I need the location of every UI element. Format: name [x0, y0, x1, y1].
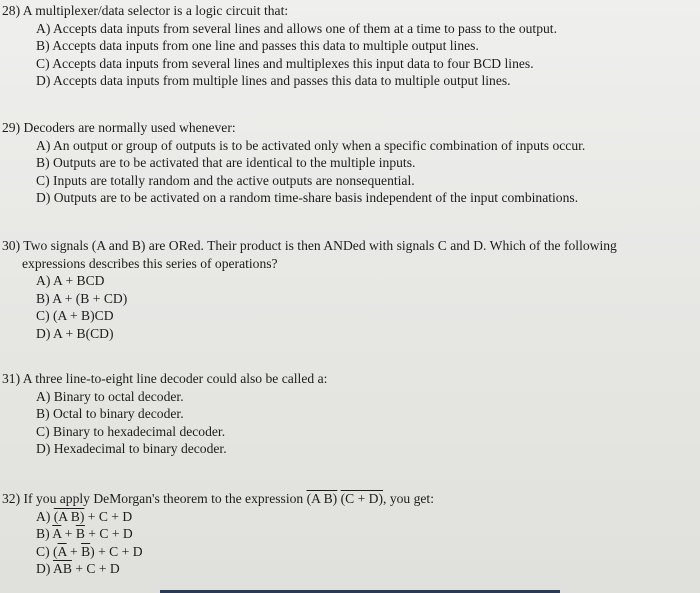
option-c: C) Binary to hexadecimal decoder. — [36, 423, 226, 439]
option-b: B) A + (B + CD) — [36, 290, 128, 306]
question-stem: 29) Decoders are normally used whenever: — [2, 120, 236, 135]
overlined-term: (A B) — [53, 508, 85, 524]
option-label: C) — [36, 543, 50, 559]
overlined-term: $\overline{A}$ — [52, 526, 62, 542]
option-d: D) A + B(CD) — [36, 325, 114, 341]
expression-term-ab: (A B) — [306, 491, 338, 506]
plus-sign: + — [70, 543, 78, 559]
option-rest: + C + D — [87, 508, 133, 524]
question-stem: 28) A multiplexer/data selector is a logic circuit that: — [2, 3, 289, 18]
stem-suffix: , you get: — [383, 491, 434, 506]
question-stem — [0, 490, 700, 508]
question-30 — [0, 237, 700, 342]
option-rest: + C + D — [98, 543, 143, 559]
option-d: D) Outputs are to be activated on a random time-share basis independent of the input combinations. — [36, 190, 579, 206]
option-c: C) Inputs are totally random and the active outputs are nonsequential. — [36, 172, 415, 188]
option-list — [0, 508, 700, 578]
option-c: C) Accepts data inputs from several lines and multiplexes this input data to four BCD lines. — [36, 55, 534, 71]
option-d — [0, 560, 700, 578]
plus-sign: + — [64, 526, 73, 542]
question-29 — [0, 119, 700, 207]
option-list — [0, 20, 700, 90]
stem-prefix: 32) If you apply DeMorgan's theorem to the expression — [2, 491, 304, 506]
option-rest: + C + D — [75, 561, 120, 577]
option-label: A) — [36, 508, 51, 524]
option-b: B) Octal to binary decoder. — [36, 406, 184, 422]
overlined-term: $\overline{AB}$ — [53, 561, 72, 577]
option-b — [0, 525, 700, 543]
open-paren: ( — [53, 543, 58, 559]
option-a: A) A + BCD — [36, 273, 105, 288]
overlined-term: $\overline{B}$ — [75, 526, 85, 542]
question-28 — [0, 2, 700, 90]
option-d: D) Accepts data inputs from multiple lines and passes this data to multiple output lines. — [36, 73, 511, 89]
option-label: D) — [36, 561, 51, 577]
option-c — [0, 543, 700, 561]
option-a — [0, 508, 700, 526]
question-stem — [0, 237, 700, 272]
option-a: A) Binary to octal decoder. — [36, 388, 184, 404]
question-stem-line-2: expressions describes this series of operations? — [22, 255, 278, 271]
overlined-term: $\overline{B}$ — [81, 543, 91, 559]
option-a: A) An output or group of outputs is to be activated only when a specific combination of inputs occur. — [36, 137, 586, 153]
question-stem-line-1: 30) Two signals (A and B) are ORed. Their product is then ANDed with signals C and D. Which of the following — [2, 238, 617, 253]
option-d: D) Hexadecimal to binary decoder. — [36, 441, 227, 457]
question-32 — [0, 490, 700, 578]
option-label: B) — [36, 526, 50, 542]
option-c: C) (A + B)CD — [36, 308, 114, 324]
option-rest: + C + D — [88, 526, 133, 542]
option-list — [0, 137, 700, 207]
question-31 — [0, 370, 700, 458]
question-stem: 31) A three line-to-eight line decoder could also be called a: — [2, 371, 328, 386]
option-b: B) Outputs are to be activated that are identical to the multiple inputs. — [36, 155, 416, 171]
option-b: B) Accepts data inputs from one line and passes this data to multiple output lines. — [36, 38, 479, 54]
option-list — [0, 272, 700, 342]
option-list — [0, 388, 700, 458]
option-a: A) Accepts data inputs from several lines and allows one of them at a time to pass to the output. — [36, 20, 557, 36]
close-paren: ) — [90, 543, 95, 559]
overlined-term: $\overline{A}$ — [57, 543, 67, 559]
expression-term-cd: (C + D) — [340, 491, 384, 506]
